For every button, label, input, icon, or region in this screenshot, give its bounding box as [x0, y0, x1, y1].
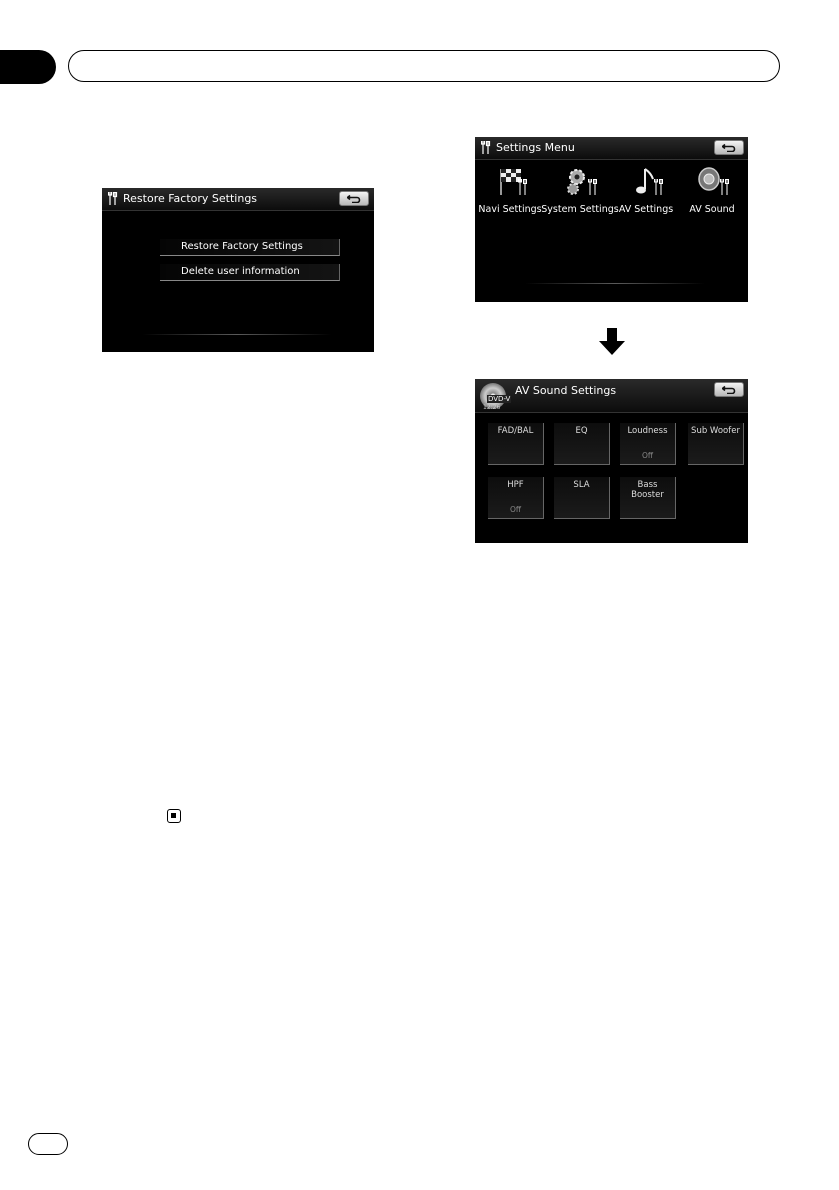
chapter-tab	[0, 50, 56, 84]
clock: 12:26	[483, 404, 501, 411]
settings-tools-icon	[481, 141, 491, 154]
tile-label: EQ	[575, 426, 588, 436]
tile-value: Off	[509, 505, 522, 514]
tile-value: Off	[641, 451, 654, 460]
title-bar	[475, 137, 748, 160]
restore-factory-settings-screen	[102, 188, 374, 352]
title-bar	[102, 188, 374, 211]
back-button[interactable]	[714, 140, 744, 155]
restore-factory-settings-button[interactable]: Restore Factory Settings	[160, 239, 340, 256]
av-sound-label: AV Sound	[689, 204, 735, 215]
av-sound-button[interactable]	[677, 165, 747, 223]
bass-booster-tile[interactable]	[620, 477, 676, 519]
loudness-tile[interactable]	[620, 423, 676, 465]
screen-title: AV Sound Settings	[515, 384, 617, 397]
screen-title: Settings Menu	[496, 141, 575, 154]
sub-woofer-tile[interactable]	[688, 423, 744, 465]
back-button[interactable]	[714, 382, 744, 397]
navi-settings-button[interactable]	[475, 165, 545, 223]
sla-tile[interactable]	[554, 477, 610, 519]
back-arrow-icon	[347, 194, 361, 203]
gears-icon	[565, 165, 599, 197]
navi-settings-label: Navi Settings	[478, 204, 542, 215]
tile-label: Loudness	[627, 426, 668, 436]
back-button[interactable]	[339, 191, 369, 206]
system-settings-label: System Settings	[541, 204, 619, 215]
hpf-tile[interactable]	[488, 477, 544, 519]
tile-label: Bass Booster	[631, 480, 664, 500]
divider	[525, 283, 705, 284]
tile-label: FAD/BAL	[497, 426, 534, 436]
tile-label: SLA	[573, 480, 590, 490]
eq-tile[interactable]	[554, 423, 610, 465]
back-arrow-icon	[722, 385, 736, 394]
delete-user-information-button[interactable]: Delete user information	[160, 264, 340, 281]
end-of-section-icon	[167, 809, 181, 823]
tile-label: HPF	[507, 480, 524, 490]
speaker-icon	[697, 165, 731, 197]
settings-menu-screen	[475, 137, 748, 302]
source-badge: DVD-V	[488, 395, 511, 403]
page-number-badge	[28, 1133, 68, 1155]
fad-bal-tile[interactable]	[488, 423, 544, 465]
av-sound-settings-screen	[475, 379, 748, 543]
section-header-bar	[68, 50, 780, 82]
tile-label: Sub Woofer	[691, 426, 740, 436]
av-settings-label: AV Settings	[618, 204, 674, 215]
music-note-icon	[631, 165, 665, 197]
down-arrow-icon	[598, 328, 626, 356]
settings-tools-icon	[108, 192, 118, 205]
checkered-flag-icon	[495, 165, 529, 197]
divider	[142, 334, 332, 335]
screen-title: Restore Factory Settings	[123, 192, 258, 205]
title-bar	[475, 379, 748, 413]
back-arrow-icon	[722, 143, 736, 152]
